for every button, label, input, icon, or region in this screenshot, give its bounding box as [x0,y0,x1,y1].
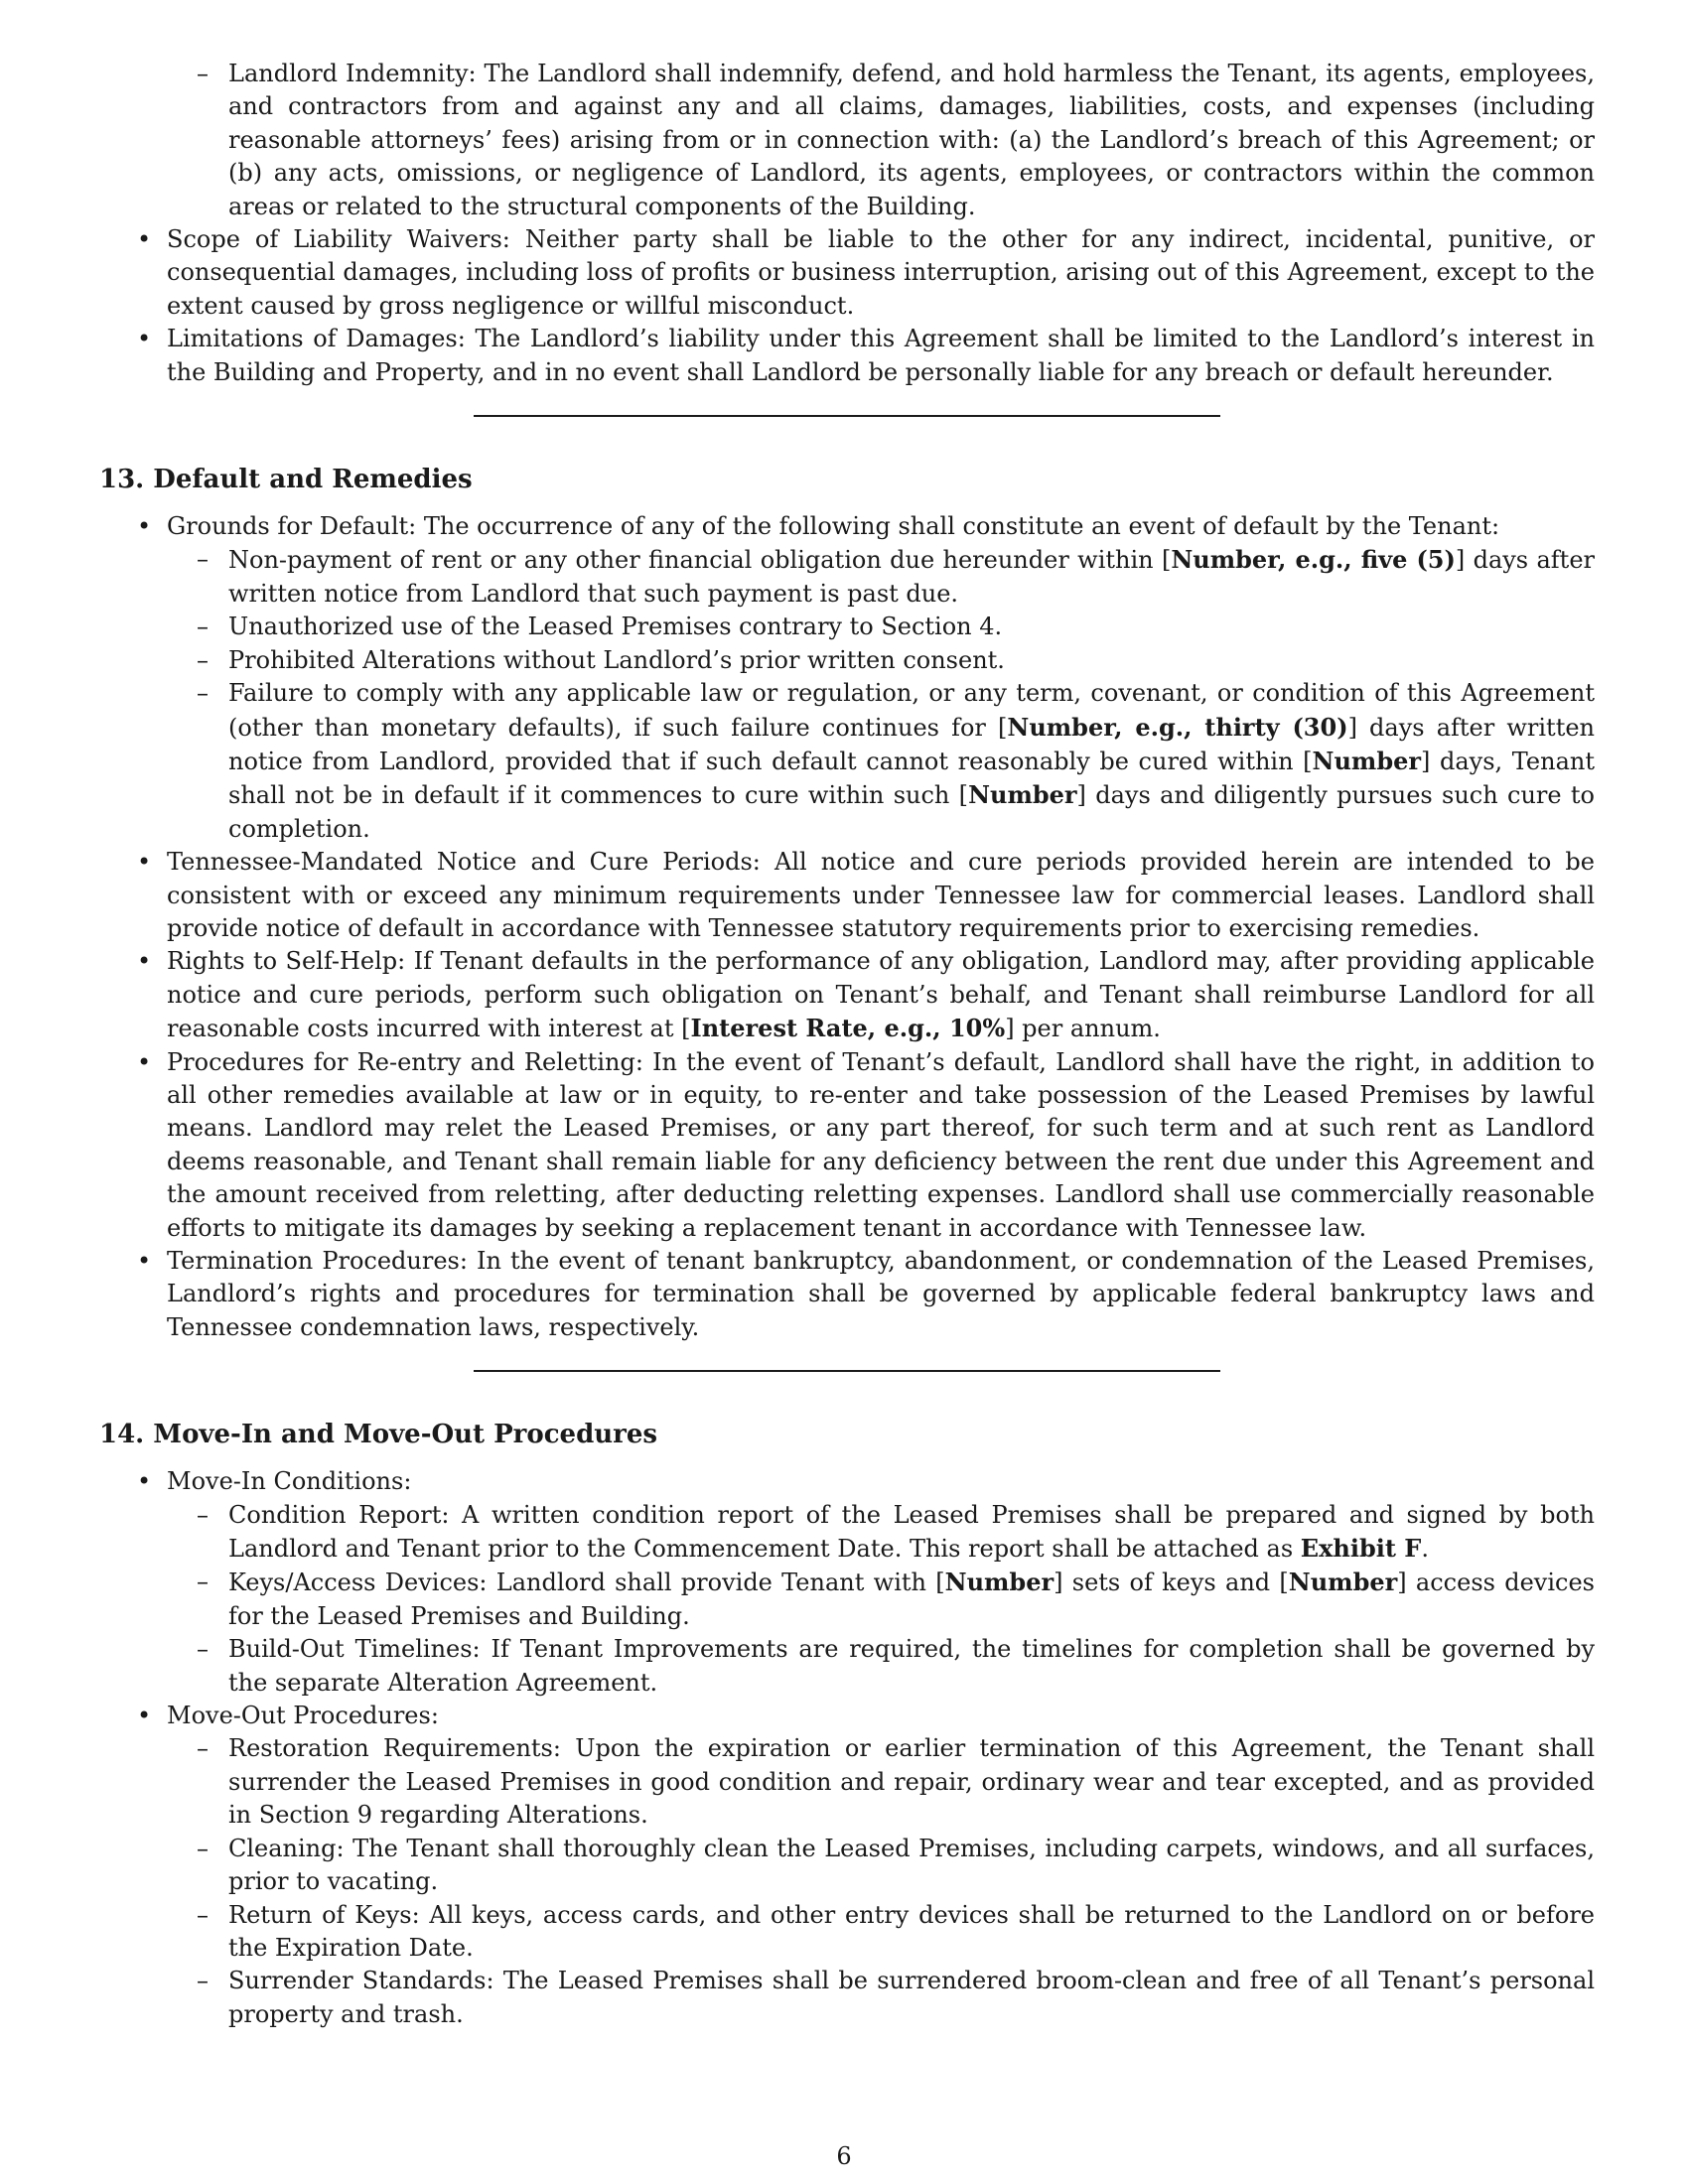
list-item [99,677,1595,846]
list-item [99,1732,1595,1832]
list-item-text: Cleaning: The Tenant shall thoroughly clean the Leased Premises, including carpets, windows, and all surfaces, prior to vacating. [228,1834,1595,1896]
section-divider [474,415,1220,417]
list-item [99,1046,1595,1245]
list-item [99,1499,1595,1567]
list-item-text: Return of Keys: All keys, access cards, and other entry devices shall be returned to the Landlord on or before the Expiration Date. [228,1900,1595,1962]
placeholder-text: Number [968,780,1077,810]
list-item-text: Non-payment of rent or any other financial obligation due hereunder within [ [228,546,1172,575]
list-item [99,1566,1595,1633]
list-item-text: Surrender Standards: The Leased Premises shall be surrendered broom-clean and free of all Tenant’s personal property and trash. [228,1967,1595,2028]
list-item [99,223,1595,323]
list-item [99,1245,1595,1344]
list-item-text: Build-Out Timelines: If Tenant Improvements are required, the timelines for completion shall be governed by the separate Alteration Agreement. [228,1635,1595,1697]
page-number: 6 [836,2142,852,2170]
list-item-text: Prohibited Alterations without Landlord’s prior written consent. [228,645,1005,674]
list-item-text: Procedures for Re-entry and Reletting: In the event of Tenant’s default, Landlord shall have the right, in addition to all other remedies available at law or in equity, to re-enter and take possession of the Leased Premises by lawful means. Landlord may relet the Leased Premises, or any part thereof, for such term and at such rent as Landlord deems reasonable, and Tenant shall remain liable for any deficiency between the rent due under this Agreement and the amount received from reletting, after deducting reletting expenses. Landlord shall use commercially reasonable efforts to mitigate its damages by seeking a replacement tenant in accordance with Tennessee law. [167,1047,1595,1242]
list-item-text: ] days, Tenant shall not be in default if it commences to cure within such [ [228,747,1595,810]
placeholder-text: Number [1312,746,1422,775]
exhibit-reference: Exhibit F [1300,1534,1422,1564]
list-item [99,945,1595,1045]
list-item [99,611,1595,643]
list-item [99,1465,1595,1498]
section-14-list [99,1465,1595,2031]
list-item-text: Rights to Self-Help: If Tenant defaults in the performance of any obligation, Landlord may, after providing applicable notice and cure periods, perform such obligation on Tenant’s behalf, and Tenant shall reimburse Landlord for all reasonable costs incurred with interest at [ [167,947,1595,1043]
page-content [99,58,1595,2031]
list-item [99,1633,1595,1700]
section-heading: 14. Move-In and Move-Out Procedures [99,1420,658,1450]
list-item-text: Scope of Liability Waivers: Neither party shall be liable to the other for any indirect, incidental, punitive, or consequential damages, including loss of profits or business interruption, arising out of this Agreement, except to the extent caused by gross negligence or willful misconduct. [167,225,1595,320]
placeholder-text: Number [1288,1568,1398,1597]
list-item-text: Tennessee-Mandated Notice and Cure Periods: All notice and cure periods provided herein are intended to be consistent with or exceed any minimum requirements under Tennessee law for commercial leases. Landlord shall provide notice of default in accordance with Tennessee statutory requirements prior to exercising remedies. [167,848,1595,942]
list-item [99,58,1595,223]
section-divider [474,1370,1220,1372]
list-item-text: . [1421,1535,1429,1564]
list-item-text: Move-In Conditions: [167,1467,412,1496]
list-item [99,510,1595,543]
list-item-text: Limitations of Damages: The Landlord’s liability under this Agreement shall be limited to the Landlord’s interest in the Building and Property, and in no event shall Landlord be personally liable for any breach or default hereunder. [167,325,1595,386]
list-item-text: ] days and diligently pursues such cure to completion. [228,781,1596,843]
list-item [99,1833,1595,1899]
list-item-text: ] sets of keys and [ [1054,1569,1289,1597]
list-item-text: ] per annum. [1005,1015,1161,1043]
placeholder-text: Interest Rate, e.g., 10% [690,1014,1006,1043]
list-item-text: ] days after written notice from Landlord, provided that if such default cannot reasonably be cured within [ [228,713,1595,775]
list-item [99,1899,1595,1966]
liability-items [99,58,1595,389]
list-item-text: Grounds for Default: The occurrence of any of the following shall constitute an event of default by the Tenant: [167,512,1500,541]
list-item [99,1965,1595,2031]
list-item-text: Condition Report: A written condition report of the Leased Premises shall be prepared and signed by both Landlord and Tenant prior to the Commencement Date. This report shall be attached as [228,1500,1595,1564]
list-item [99,323,1595,389]
section-13-list [99,510,1595,1344]
section-heading: 13. Default and Remedies [99,465,473,495]
list-item [99,1700,1595,1732]
placeholder-text: Number, e.g., five (5) [1171,545,1456,575]
list-item [99,543,1595,611]
list-item-text: Restoration Requirements: Upon the expiration or earlier termination of this Agreement, the Tenant shall surrender the Leased Premises in good condition and repair, ordinary wear and tear excepted, and as provided in Section 9 regarding Alterations. [228,1734,1595,1830]
list-item [99,644,1595,677]
list-item [99,846,1595,945]
list-item-text: Landlord Indemnity: The Landlord shall indemnify, defend, and hold harmless the Tenant, its agents, employees, and contractors from and against any and all claims, damages, liabilities, costs, and expenses (including reasonable attorneys’ fees) arising from or in connection with: (a) the Landlord’s breach of this Agreement; or (b) any acts, omissions, or negligence of Landlord, its agents, employees, or contractors within the common areas or related to the structural components of the Building. [228,60,1595,220]
list-item-text: ] days after written notice from Landlord that such payment is past due. [228,546,1595,608]
placeholder-text: Number [944,1568,1055,1597]
placeholder-text: Number, e.g., thirty (30) [1007,712,1348,742]
list-item-text: Move-Out Procedures: [167,1702,439,1730]
list-item-text: ] access devices for the Leased Premises and Building. [228,1569,1595,1630]
list-item-text: Termination Procedures: In the event of tenant bankruptcy, abandonment, or condemnation of the Leased Premises, Landlord’s rights and procedures for termination shall be governed by applicable federal bankruptcy laws and Tennessee condemnation laws, respectively. [167,1247,1595,1341]
list-item-text: Unauthorized use of the Leased Premises contrary to Section 4. [228,613,1003,641]
list-item-text: Keys/Access Devices: Landlord shall provide Tenant with [ [228,1569,945,1597]
list-item-text: Failure to comply with any applicable law or regulation, or any term, covenant, or condition of this Agreement (other than monetary defaults), if such failure continues for [ [228,679,1595,742]
